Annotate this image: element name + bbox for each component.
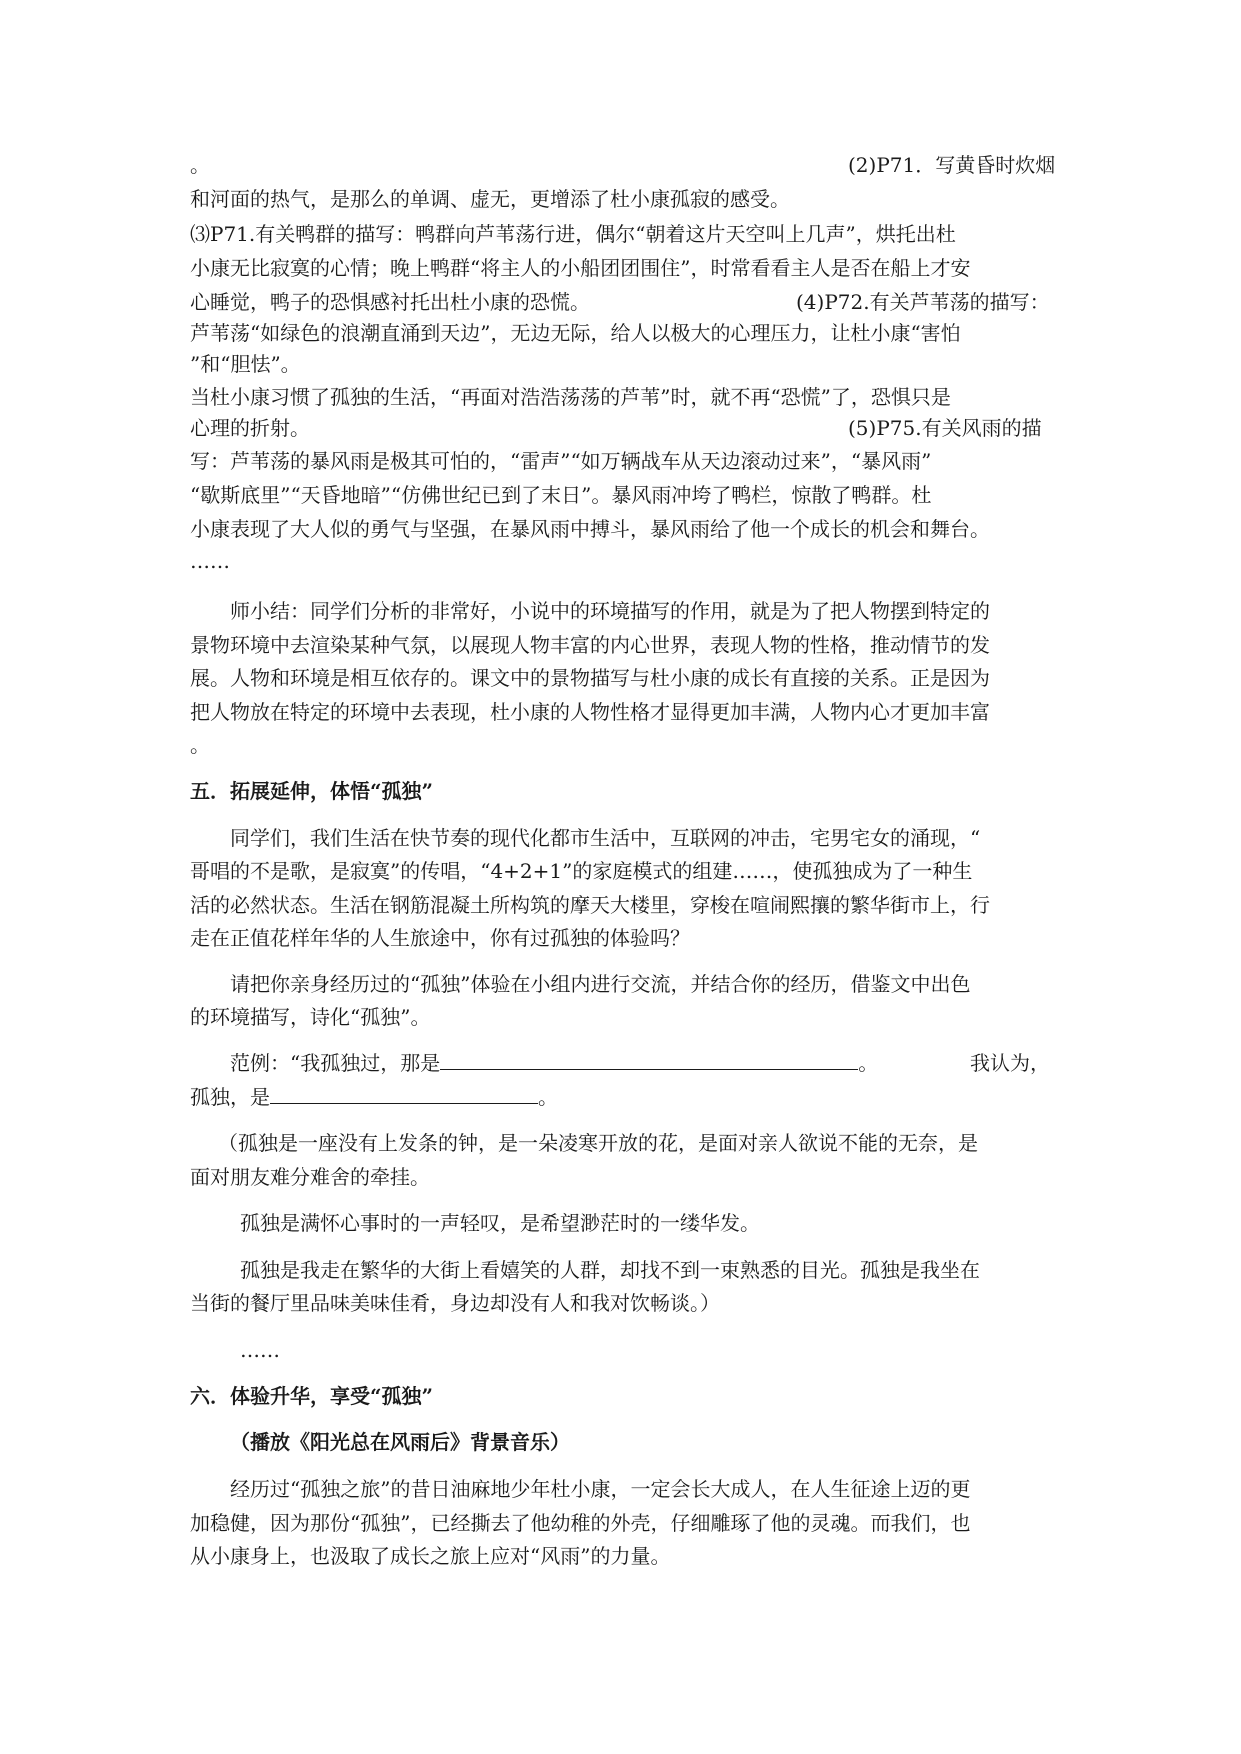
- paragraph-line: 经历过“孤独之旅”的昔日油麻地少年杜小康，一定会长大成人，在人生征途上迈的更: [230, 1477, 971, 1501]
- paragraph-line: 同学们，我们生活在快节奏的现代化都市生活中，互联网的冲击，宅男宅女的涌现，“: [230, 826, 981, 850]
- example-prompt: 孤独，是: [190, 1085, 270, 1109]
- music-note: （播放《阳光总在风雨后》背景音乐）: [230, 1430, 570, 1454]
- text-line: 心理的折射。: [190, 416, 310, 440]
- text-line: 芦苇荡“如绿色的浪潮直涌到天边”，无边无际，给人以极大的心理压力，让杜小康“害怕: [190, 321, 961, 345]
- paragraph-line: 走在正值花样年华的人生旅途中，你有过孤独的体验吗？: [190, 926, 690, 950]
- answer-line: 面对朋友难分难舍的牵挂。: [190, 1165, 430, 1189]
- text-line: 小康表现了大人似的勇气与坚强，在暴风雨中搏斗，暴风雨给了他一个成长的机会和舞台。: [190, 517, 990, 541]
- text-line: ……: [190, 549, 230, 573]
- text-line: 小康无比寂寞的心情；晚上鸭群“将主人的小船团团围住”，时常看看主人是否在船上才安: [190, 256, 971, 280]
- example-line: 我认为，: [970, 1051, 1050, 1075]
- paragraph-line: 加稳健，因为那份“孤独”，已经撕去了他幼稚的外壳，仔细雕琢了他的灵魂。而我们，也: [190, 1511, 971, 1535]
- example-line: [230, 1048, 1050, 1078]
- fill-in-blank[interactable]: [270, 1083, 538, 1104]
- text-line: 心睡觉，鸭子的恐惧感衬托出杜小康的恐慌。: [190, 290, 590, 314]
- summary-paragraph-line: 师小结：同学们分析的非常好，小说中的环境描写的作用，就是为了把人物摆到特定的: [230, 599, 990, 623]
- text-line: “歇斯底里”“天昏地暗”“仿佛世纪已到了末日”。暴风雨冲垮了鸭栏，惊散了鸭群。杜: [190, 483, 932, 507]
- section-heading: 六．体验升华，享受“孤独”: [190, 1384, 434, 1408]
- answer-line: 孤独是我走在繁华的大街上看嬉笑的人群，却找不到一束熟悉的目光。孤独是我坐在: [240, 1258, 980, 1282]
- paragraph-line: 的环境描写，诗化“孤独”。: [190, 1005, 431, 1029]
- example-end: 。: [538, 1085, 558, 1109]
- answer-line: 当街的餐厅里品味美味佳肴，身边却没有人和我对饮畅谈。）: [190, 1291, 720, 1315]
- paragraph-line: 请把你亲身经历过的“孤独”体验在小组内进行交流，并结合你的经历，借鉴文中出色: [230, 972, 971, 996]
- fill-in-blank[interactable]: [440, 1049, 858, 1070]
- example-end: 。: [858, 1051, 879, 1075]
- example-line: [190, 1082, 1050, 1112]
- example-prompt: 范例：“我孤独过，那是: [230, 1051, 441, 1075]
- text-line: (2)P71．写黄昏时炊烟: [848, 153, 1056, 177]
- section-heading: 五．拓展延伸，体悟“孤独”: [190, 779, 434, 803]
- answer-line: ……: [240, 1338, 280, 1362]
- summary-paragraph-line: 。: [190, 733, 210, 757]
- text-line: 和河面的热气，是那么的单调、虚无，更增添了杜小康孤寂的感受。: [190, 187, 790, 211]
- summary-paragraph-line: 把人物放在特定的环境中去表现，杜小康的人物性格才显得更加丰满，人物内心才更加丰富: [190, 700, 990, 724]
- text-line: 当杜小康习惯了孤独的生活，“再面对浩浩荡荡的芦苇”时，就不再“恐慌”了，恐惧只是: [190, 385, 951, 409]
- text-line: (4)P72.有关芦苇荡的描写：: [796, 290, 1050, 314]
- text-line: ”和“胆怯”。: [190, 352, 301, 376]
- text-line: ⑶P71.有关鸭群的描写：鸭群向芦苇荡行进，偶尔“朝着这片天空叫上几声”，烘托出杜: [190, 222, 956, 246]
- paragraph-line: 从小康身上，也汲取了成长之旅上应对“风雨”的力量。: [190, 1544, 671, 1568]
- text-line: 。: [190, 153, 210, 177]
- summary-paragraph-line: 展。人物和环境是相互依存的。课文中的景物描写与杜小康的成长有直接的关系。正是因为: [190, 666, 990, 690]
- text-line: 写：芦苇荡的暴风雨是极其可怕的，“雷声”“如万辆战车从天边滚动过来”，“暴风雨”: [190, 449, 932, 473]
- paragraph-line: 哥唱的不是歌，是寂寞”的传唱，“4+2+1”的家庭模式的组建……，使孤独成为了一种生: [190, 859, 973, 883]
- paragraph-line: 活的必然状态。生活在钢筋混凝土所构筑的摩天大楼里，穿梭在喧闹熙攘的繁华街市上，行: [190, 893, 990, 917]
- summary-paragraph-line: 景物环境中去渲染某种气氛，以展现人物丰富的内心世界，表现人物的性格，推动情节的发: [190, 633, 990, 657]
- answer-line: 孤独是满怀心事时的一声轻叹，是希望渺茫时的一缕华发。: [240, 1211, 760, 1235]
- text-line: (5)P75.有关风雨的描: [848, 416, 1042, 440]
- answer-line: （孤独是一座没有上发条的钟，是一朵凌寒开放的花，是面对亲人欲说不能的无奈，是: [218, 1131, 978, 1155]
